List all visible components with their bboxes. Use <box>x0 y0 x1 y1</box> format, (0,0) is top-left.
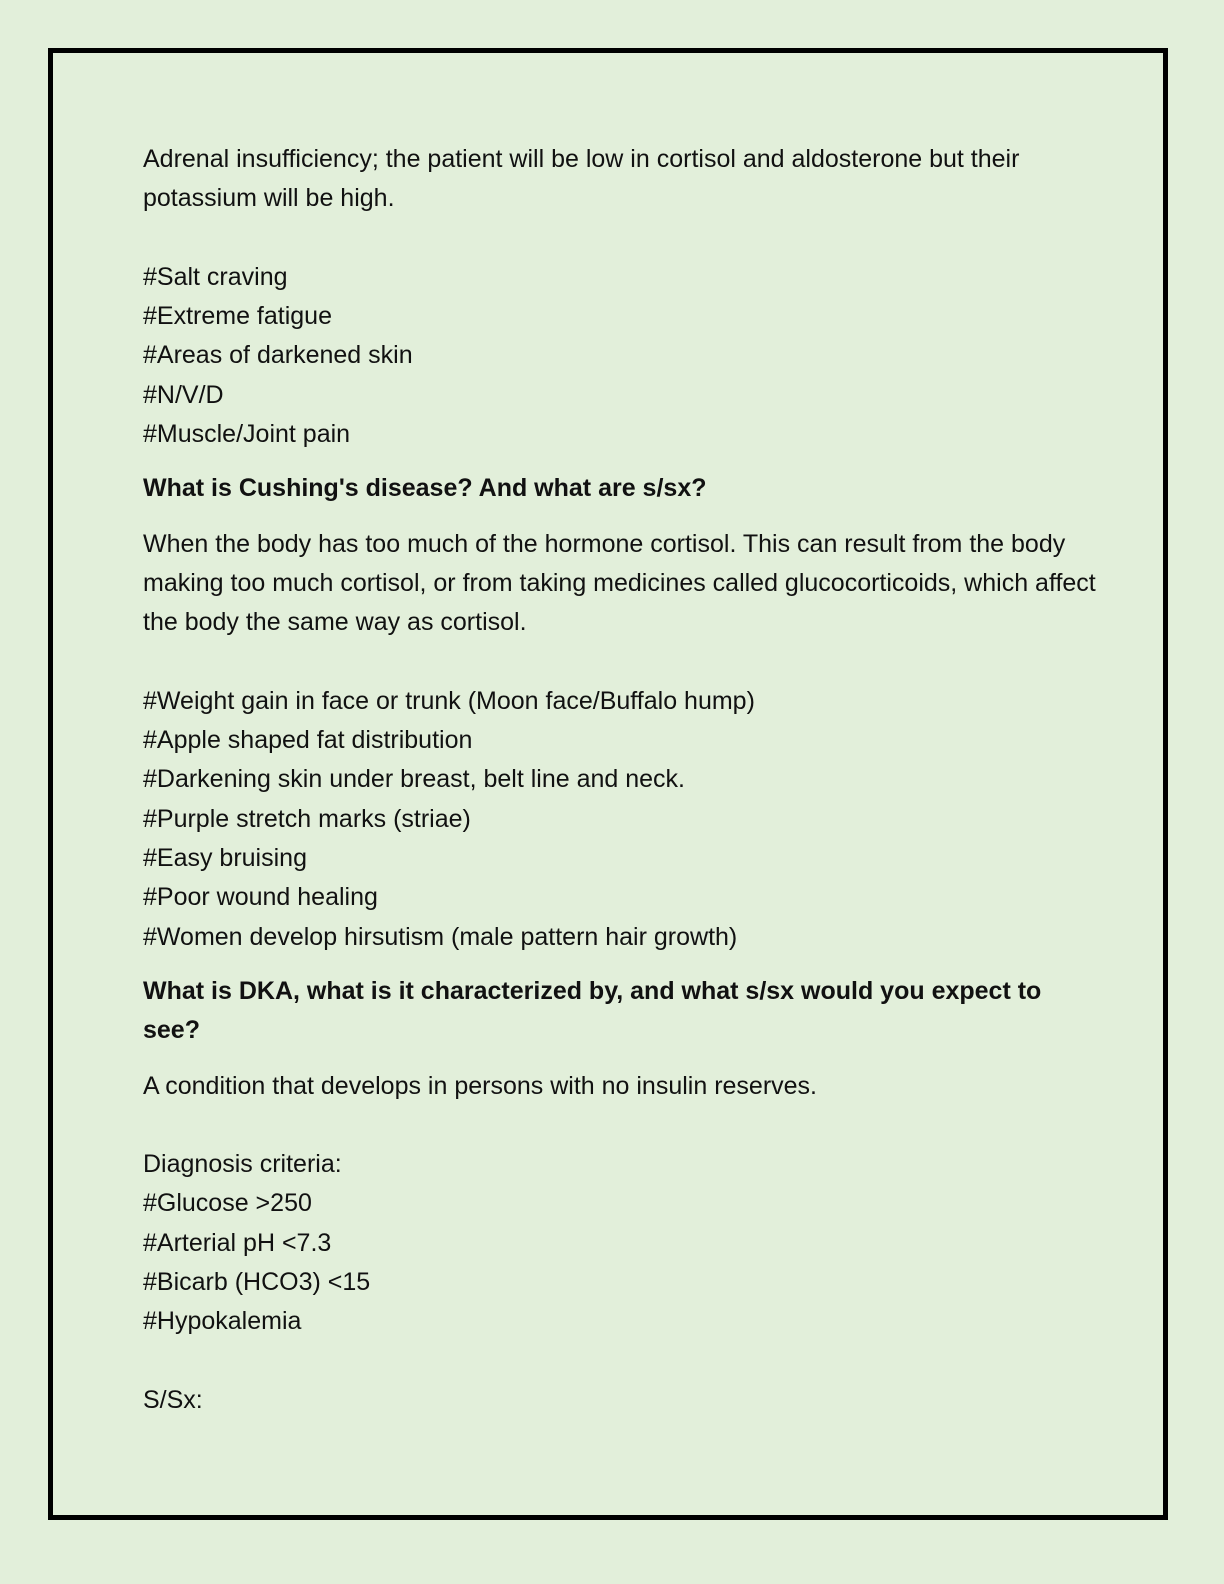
cushings-question: What is Cushing's disease? And what are s/sx? <box>143 474 707 503</box>
cushings-symptom: #Easy bruising <box>143 844 307 873</box>
dka-criterion: #Glucose >250 <box>143 1189 312 1218</box>
adrenal-symptom: #Extreme fatigue <box>143 302 332 331</box>
spacer <box>143 219 1103 258</box>
dka-criterion: #Hypokalemia <box>143 1307 302 1336</box>
cushings-symptom: #Darkening skin under breast, belt line and neck. <box>143 765 685 794</box>
dka-answer-block <box>143 1067 1103 1421</box>
dka-answer-text: A condition that develops in persons with no insulin reserves. <box>143 1071 817 1100</box>
cushings-symptom: #Women develop hirsutism (male pattern hair growth) <box>143 922 738 951</box>
adrenal-answer-text: Adrenal insufficiency; the patient will be low in cortisol and aldosterone but their potassium will be high. <box>143 145 1020 213</box>
dka-criterion: #Bicarb (HCO3) <15 <box>143 1268 371 1297</box>
cushings-symptom: #Weight gain in face or trunk (Moon face/Buffalo hump) <box>143 686 755 715</box>
spacer <box>143 1342 1103 1381</box>
dka-ssx-label: S/Sx: <box>143 1385 203 1414</box>
cushings-answer-text: When the body has too much of the hormone cortisol. This can result from the body making too much cortisol, or from taking medicines called glucocorticoids, which affect the body the same way as cortisol. <box>143 529 1096 637</box>
dka-criteria-label: Diagnosis criteria: <box>143 1150 342 1179</box>
cushings-symptom: #Purple stretch marks (striae) <box>143 804 471 833</box>
adrenal-symptom: #Salt craving <box>143 262 288 291</box>
adrenal-answer-block <box>143 140 1103 454</box>
dka-question: What is DKA, what is it characterized by, and what s/sx would you expect to see? <box>143 976 1042 1045</box>
adrenal-symptom: #Areas of darkened skin <box>143 341 413 370</box>
spacer <box>143 643 1103 682</box>
cushings-symptom: #Apple shaped fat distribution <box>143 726 473 755</box>
spacer <box>143 1106 1103 1145</box>
cushings-symptom: #Poor wound healing <box>143 883 378 912</box>
adrenal-symptom: #Muscle/Joint pain <box>143 420 351 449</box>
dka-criterion: #Arterial pH <7.3 <box>143 1228 332 1257</box>
cushings-answer-block <box>143 525 1103 957</box>
document-content <box>143 140 1103 1420</box>
adrenal-symptom: #N/V/D <box>143 380 224 409</box>
